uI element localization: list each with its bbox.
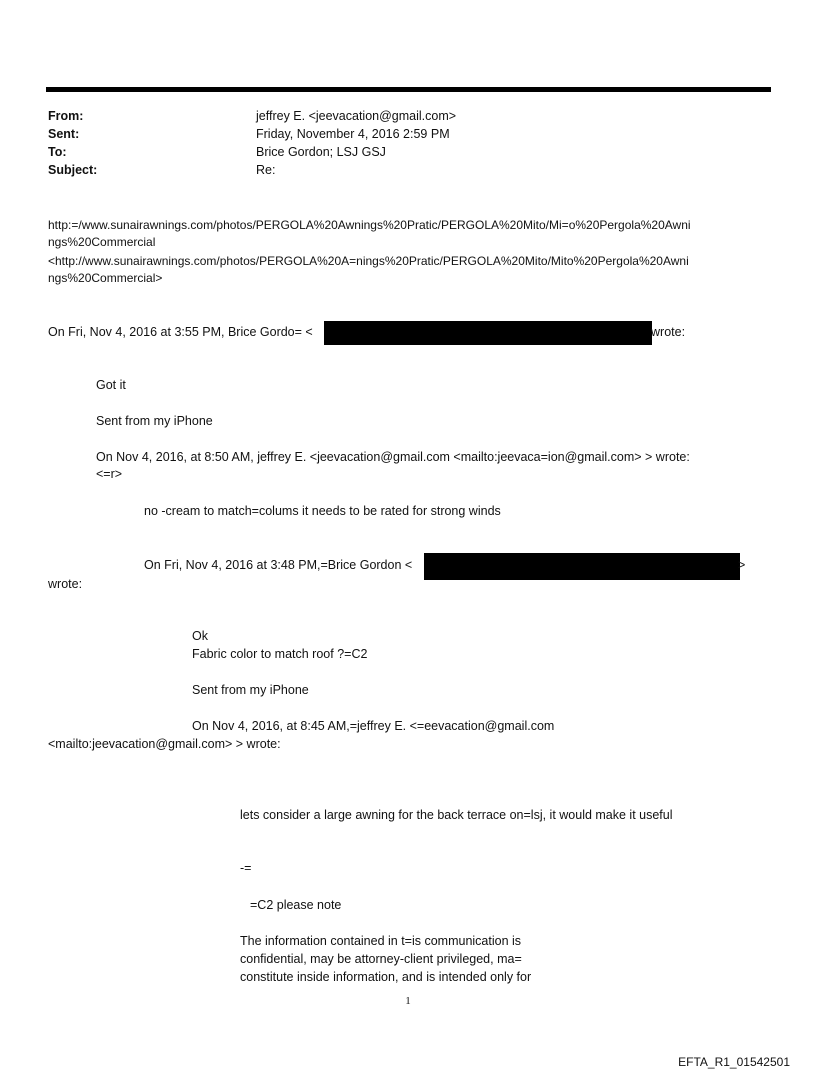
url-line: ngs%20Commercial> <box>48 271 163 285</box>
quote-header: On Nov 4, 2016, at 8:45 AM,=jeffrey E. <=eevacation@gmail.com <box>192 719 555 733</box>
redaction-block <box>324 321 652 345</box>
subject-label: Subject: <box>48 163 98 177</box>
quote-header-close: > <box>738 558 746 572</box>
disclaimer-line: confidential, may be attorney-client privileged, ma= <box>240 952 522 966</box>
quote-header: On Fri, Nov 4, 2016 at 3:55 PM, Brice Gordo= < <box>48 325 313 339</box>
quote-text: no -cream to match=colums it needs to be rated for strong winds <box>144 504 501 518</box>
quote-text: =C2 please note <box>250 898 342 912</box>
quote-header: On Fri, Nov 4, 2016 at 3:48 PM,=Brice Gordon < <box>144 558 413 572</box>
url-line: http:=/www.sunairawnings.com/photos/PERGOLA%20Awnings%20Pratic/PERGOLA%20Mito/Mi=o%20Pergola%20Awni <box>48 218 691 232</box>
quote-text: Sent from my iPhone <box>96 414 213 428</box>
disclaimer-line: constitute inside information, and is intended only for <box>240 970 532 984</box>
sent-value: Friday, November 4, 2016 2:59 PM <box>256 127 450 141</box>
quote-header-wrote: wrote: <box>651 325 686 339</box>
quote-header: On Nov 4, 2016, at 8:50 AM, jeffrey E. <jeevacation@gmail.com <mailto:jeevaca=ion@gmail.com> > wrote: <box>96 450 690 464</box>
to-value: Brice Gordon; LSJ GSJ <box>256 145 386 159</box>
quote-text: Got it <box>96 378 126 392</box>
sent-label: Sent: <box>48 127 80 141</box>
page-number: 1 <box>405 995 411 1007</box>
header-rule <box>46 87 771 92</box>
from-value: jeffrey E. <jeevacation@gmail.com> <box>256 109 457 123</box>
from-label: From: <box>48 109 84 123</box>
quote-text: lets consider a large awning for the back terrace on=lsj, it would make it useful <box>240 808 673 822</box>
to-label: To: <box>48 145 67 159</box>
subject-value: Re: <box>256 163 276 177</box>
quote-text: Fabric color to match roof ?=C2 <box>192 647 368 661</box>
disclaimer-line: The information contained in t=is communication is <box>240 934 522 948</box>
bates-number: EFTA_R1_01542501 <box>678 1055 790 1069</box>
quote-text: -= <box>240 861 252 875</box>
quote-text: Ok <box>192 629 208 643</box>
url-line: ngs%20Commercial <box>48 235 156 249</box>
quote-text: Sent from my iPhone <box>192 683 309 697</box>
url-line: <http://www.sunairawnings.com/photos/PERGOLA%20A=nings%20Pratic/PERGOLA%20Mito/Mito%20Pergola%20Awni <box>48 254 689 268</box>
quote-header: <=r> <box>96 467 123 481</box>
quote-header: <mailto:jeevacation@gmail.com> > wrote: <box>48 737 281 751</box>
redaction-block <box>424 553 740 580</box>
quote-header-wrote: wrote: <box>48 577 83 591</box>
